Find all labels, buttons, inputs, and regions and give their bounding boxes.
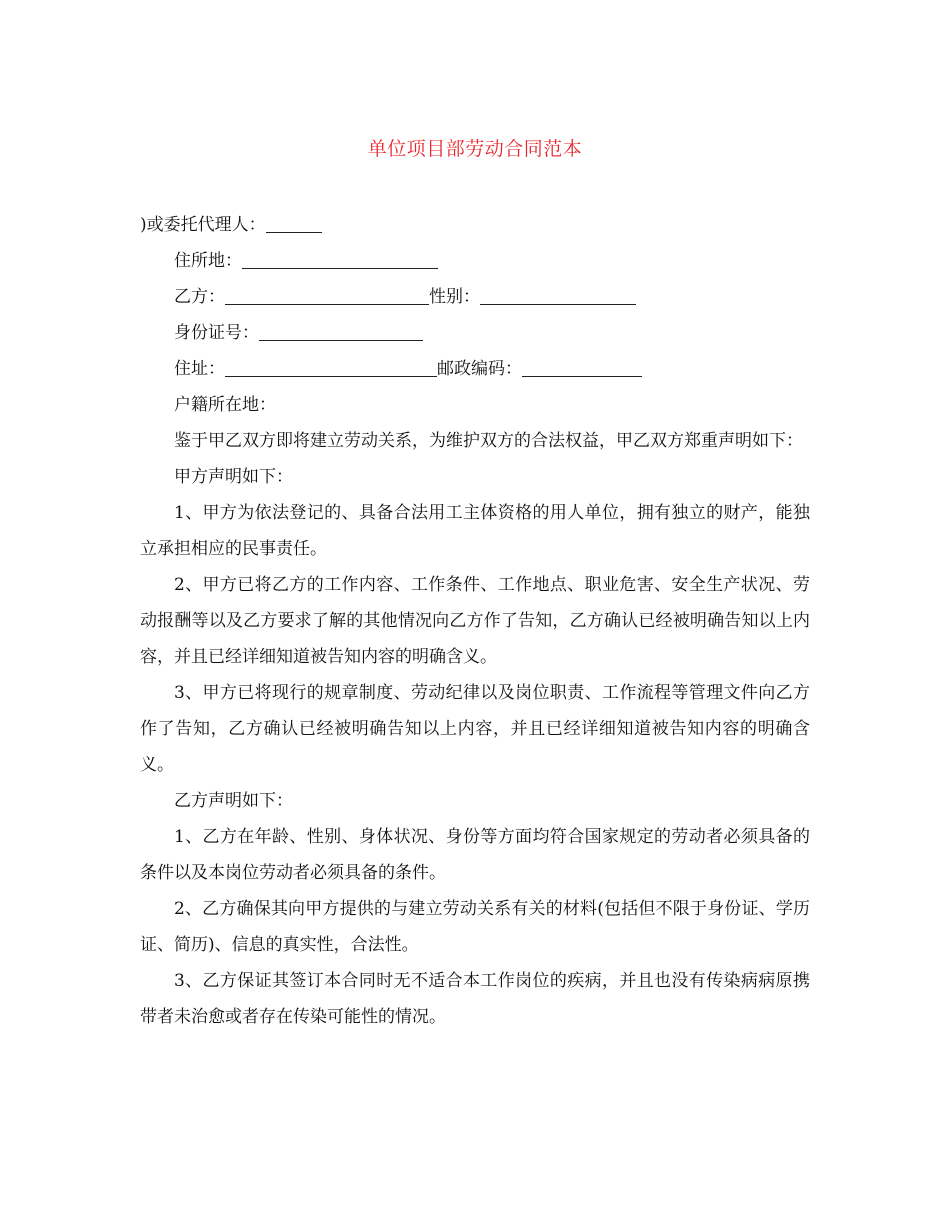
- id-blank: [259, 320, 423, 341]
- agent-label: )或委托代理人：: [140, 215, 266, 235]
- party-b-label: 乙方：: [174, 287, 225, 307]
- id-label: 身份证号：: [174, 323, 259, 343]
- intro-paragraph: 鉴于甲乙双方即将建立劳动关系，为维护双方的合法权益，甲乙双方郑重声明如下：: [174, 431, 803, 451]
- id-line: [140, 315, 810, 351]
- gender-blank: [480, 284, 636, 305]
- party-b-blank: [225, 284, 429, 305]
- party-a-heading: 甲方声明如下：: [174, 467, 293, 487]
- residence-label: 住所地：: [174, 251, 242, 271]
- party-b-heading: 乙方声明如下：: [174, 791, 293, 811]
- hukou-line: [140, 387, 810, 423]
- party-b-item: 1、乙方在年龄、性别、身体状况、身份等方面均符合国家规定的劳动者必须具备的条件以及本岗位劳动者必须具备的条件。: [140, 827, 810, 883]
- hukou-label: 户籍所在地：: [174, 395, 276, 415]
- residence-blank: [242, 248, 438, 269]
- party-a-item: 2、甲方已将乙方的工作内容、工作条件、工作地点、职业危害、安全生产状况、劳动报酬等以及乙方要求了解的其他情况向乙方作了告知，乙方确认已经被明确告知以上内容，并且已经详细知道被告知内容的明确含义。: [140, 575, 810, 667]
- party-a-item: 3、甲方已将现行的规章制度、劳动纪律以及岗位职责、工作流程等管理文件向乙方作了告知，乙方确认已经被明确告知以上内容，并且已经详细知道被告知内容的明确含义。: [140, 683, 810, 775]
- agent-blank: [266, 212, 322, 233]
- residence-line: [140, 243, 810, 279]
- address-blank: [225, 356, 437, 377]
- agent-line: [140, 207, 810, 243]
- postcode-blank: [522, 356, 642, 377]
- address-label: 住址：: [174, 359, 225, 379]
- document-body: [140, 207, 810, 1035]
- document-title: 单位项目部劳动合同范本: [367, 138, 583, 160]
- postcode-label: 邮政编码：: [437, 359, 522, 379]
- party-b-line: [140, 279, 810, 315]
- party-a-item: 1、甲方为依法登记的、具备合法用工主体资格的用人单位，拥有独立的财产，能独立承担相应的民事责任。: [140, 503, 810, 559]
- party-b-item: 3、乙方保证其签订本合同时无不适合本工作岗位的疾病，并且也没有传染病病原携带者未治愈或者存在传染可能性的情况。: [140, 971, 810, 1027]
- gender-label: 性别：: [429, 287, 480, 307]
- address-line: [140, 351, 810, 387]
- party-b-item: 2、乙方确保其向甲方提供的与建立劳动关系有关的材料(包括但不限于身份证、学历证、简历)、信息的真实性，合法性。: [140, 899, 810, 955]
